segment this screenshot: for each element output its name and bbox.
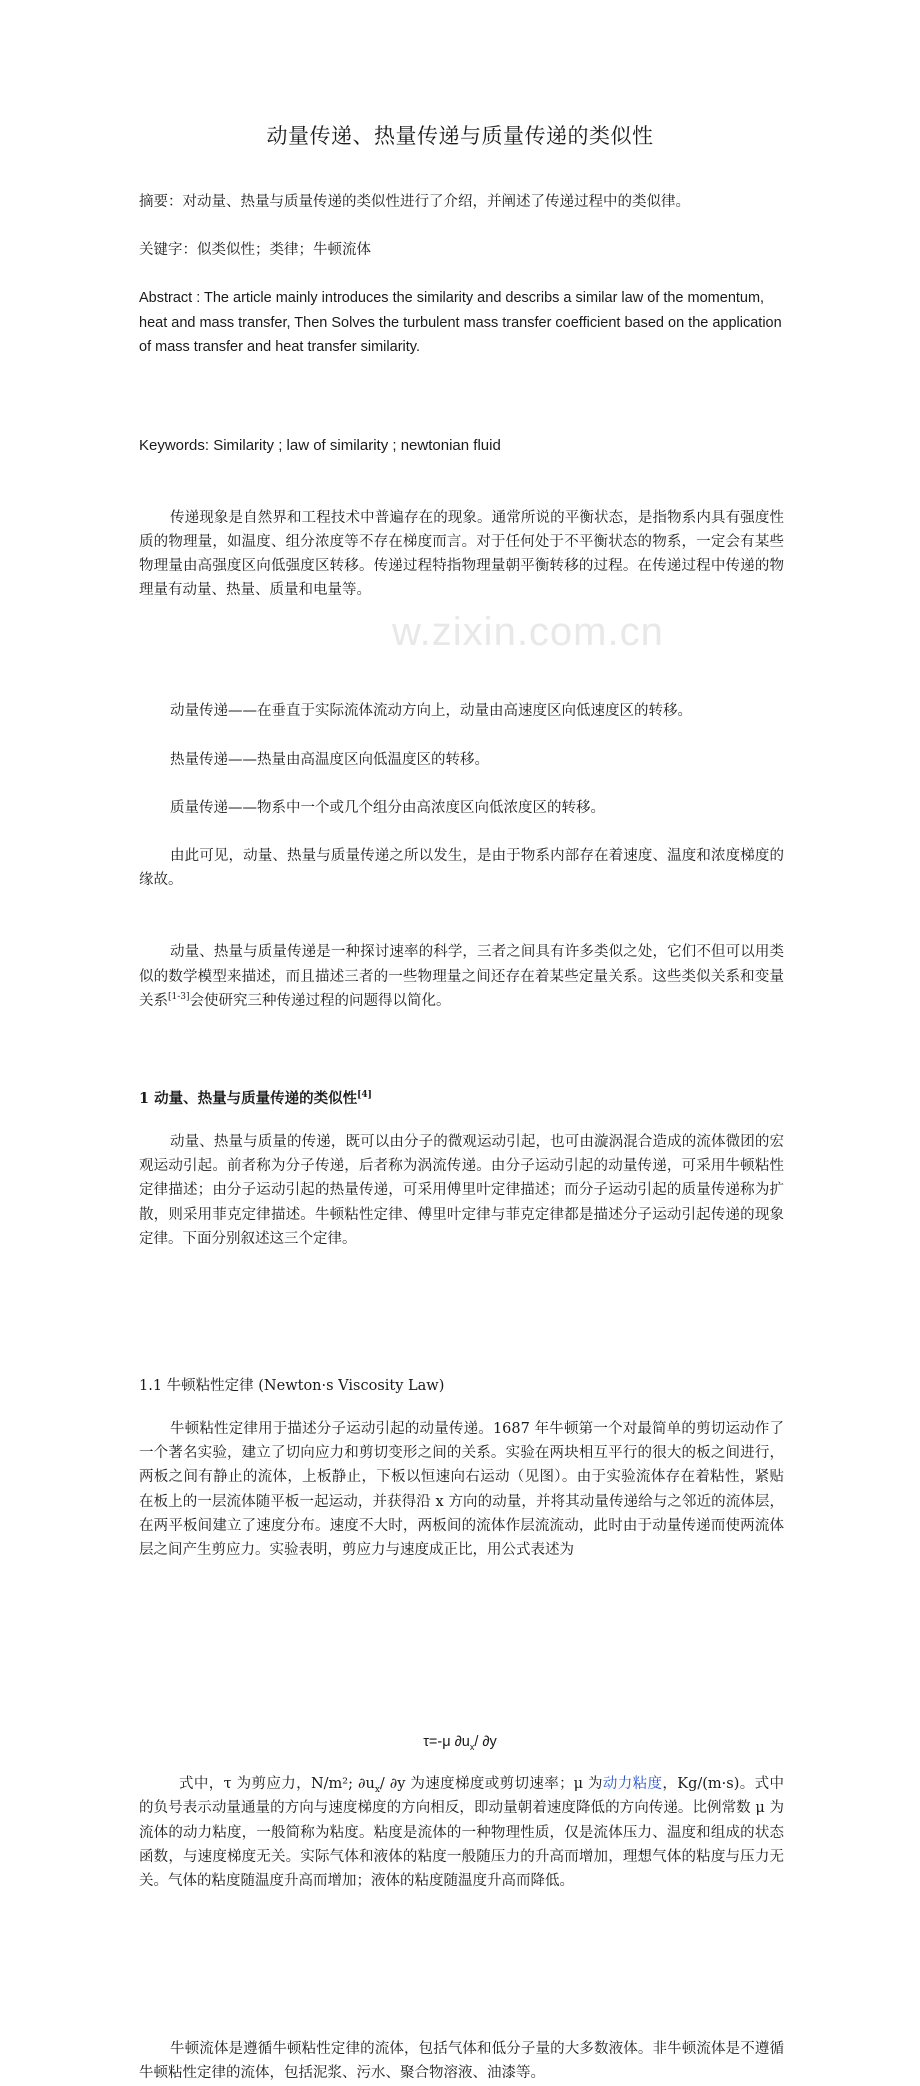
- paragraph-similarity-text: 动量、热量与质量传递是一种探讨速率的科学，三者之间具有许多类似之处，它们不但可以用类似的数学模型来描述，而且描述三者的一些物理量之间还存在着某些定量关系。这些类似关系和变量关系: [139, 944, 784, 1009]
- paragraph-mass-def: 质量传递——物系中一个或几个组分由高浓度区向低浓度区的转移。: [170, 799, 605, 816]
- formula-part-a: τ=-μ ∂u: [423, 1734, 470, 1751]
- paragraph-heat-def: 热量传递——热量由高温度区向低温度区的转移。: [170, 751, 489, 768]
- paragraph-similarity-tail: 会使研究三种传递过程的问题得以简化。: [189, 992, 451, 1009]
- formula-subscript: x: [469, 1742, 475, 1753]
- dynamic-viscosity-link[interactable]: 动力粘度: [602, 1776, 663, 1793]
- abstract-cn: 摘要：对动量、热量与质量传递的类似性进行了介绍，并阐述了传递过程中的类似律。: [139, 194, 690, 210]
- section-heading-1: [139, 1087, 920, 1108]
- paragraph-transfer-laws: 动量、热量与质量的传递，既可以由分子的微观运动引起，也可由漩涡混合造成的流体微团的宏观运动引起。前者称为分子传递，后者称为涡流传递。由分子运动引起的动量传递，可采用牛顿粘性定律描述；由分子运动引起的热量传递，可采用傅里叶定律描述；而分子运动引起的质量传递称为扩散，则采用菲克定律描述。牛顿粘性定律、傅里叶定律与菲克定律都是描述分子运动引起传递的现象定律。下面分别叙述这三个定律。: [139, 1133, 784, 1247]
- keywords-cn: 关键字：似类似性；类律；牛顿流体: [139, 242, 371, 258]
- keywords-en: Keywords: Similarity ; law of similarity ; newtonian fluid: [139, 436, 501, 454]
- section-heading-1-1: 1.1 牛顿粘性定律 (Newton·s Viscosity Law): [139, 1377, 445, 1394]
- paragraph-intro: 传递现象是自然界和工程技术中普遍存在的现象。通常所说的平衡状态，是指物系内具有强度性质的物理量，如温度、组分浓度等不存在梯度而言。对于任何处于不平衡状态的物系，一定会有某些物理量由高强度区向低强度区转移。传递过程特指物理量朝平衡转移的过程。在传递过程中传递的物理量有动量、热量、质量和电量等。: [139, 509, 784, 599]
- formula-shear-stress: [0, 1734, 920, 1753]
- explanation-text-d: 式中的负号表示动量通量的方向与速度梯度的方向相反，即动量朝着速度降低的方向传递。比例常数 μ 为流体的动力粘度，一般简称为粘度。粘度是流体的一种物理性质，仅是流体压力、温度和组成的状态函数，与速度梯度无关。实际气体和液体的粘度一般随压力的升高而增加，理想气体的粘度与压力无关。气体的粘度随温度升高而增加；液体的粘度随温度升高而降低。: [139, 1776, 784, 1889]
- explanation-subscript: x: [374, 1785, 380, 1796]
- explanation-text-b: / ∂y 为速度梯度或剪切速率；μ 为: [379, 1776, 603, 1793]
- explanation-text-a: 式中，τ 为剪应力，N/m²; ∂u: [179, 1776, 375, 1793]
- paragraph-similarity: [139, 940, 784, 1013]
- paragraph-newtonian-fluid: 牛顿流体是遵循牛顿粘性定律的流体，包括气体和低分子量的大多数液体。非牛顿流体是不遵循牛顿粘性定律的流体，包括泥浆、污水、聚合物溶液、油漆等。: [139, 2041, 784, 2082]
- paragraph-momentum-def: 动量传递——在垂直于实际流体流动方向上，动量由高速度区向低速度区的转移。: [170, 703, 692, 720]
- document-title: 动量传递、热量传递与质量传递的类似性: [266, 124, 654, 148]
- formula-part-b: / ∂y: [474, 1734, 497, 1751]
- paragraph-conclusion: 由此可见，动量、热量与质量传递之所以发生，是由于物系内部存在着速度、温度和浓度梯度的缘故。: [139, 847, 784, 889]
- watermark: w.zixin.com.cn: [392, 610, 664, 654]
- abstract-en: Abstract : The article mainly introduces the similarity and describs a similar law of the momentum, heat and mass transfer, Then Solves the turbulent mass transfer coefficient based on the application of mass transfer and heat transfer similarity.: [139, 290, 782, 355]
- paragraph-newton-law: 牛顿粘性定律用于描述分子运动引起的动量传递。1687 年牛顿第一个对最简单的剪切运动作了一个著名实验，建立了切向应力和剪切变形之间的关系。实验在两块相互平行的很大的板之间进行，两板之间有静止的流体，上板静止，下板以恒速向右运动（见图）。由于实验流体存在着粘性，紧贴在板上的一层流体随平板一起运动，并获得沿 x 方向的动量，并将其动量传递给与之邻近的流体层，在两平板间建立了速度分布。速度不大时，两板间的流体作层流流动，此时由于动量传递而使两流体层之间产生剪应力。实验表明，剪应力与速度成正比，用公式表述为: [139, 1420, 784, 1558]
- paragraph-formula-explanation: [139, 1772, 784, 1893]
- section-heading-1-text: 1 动量、热量与质量传递的类似性: [139, 1089, 358, 1107]
- reference-1-3: [1-3]: [168, 991, 190, 1002]
- explanation-text-c: ，Kg/(m·s)。: [662, 1776, 755, 1793]
- reference-4: [4]: [357, 1090, 372, 1101]
